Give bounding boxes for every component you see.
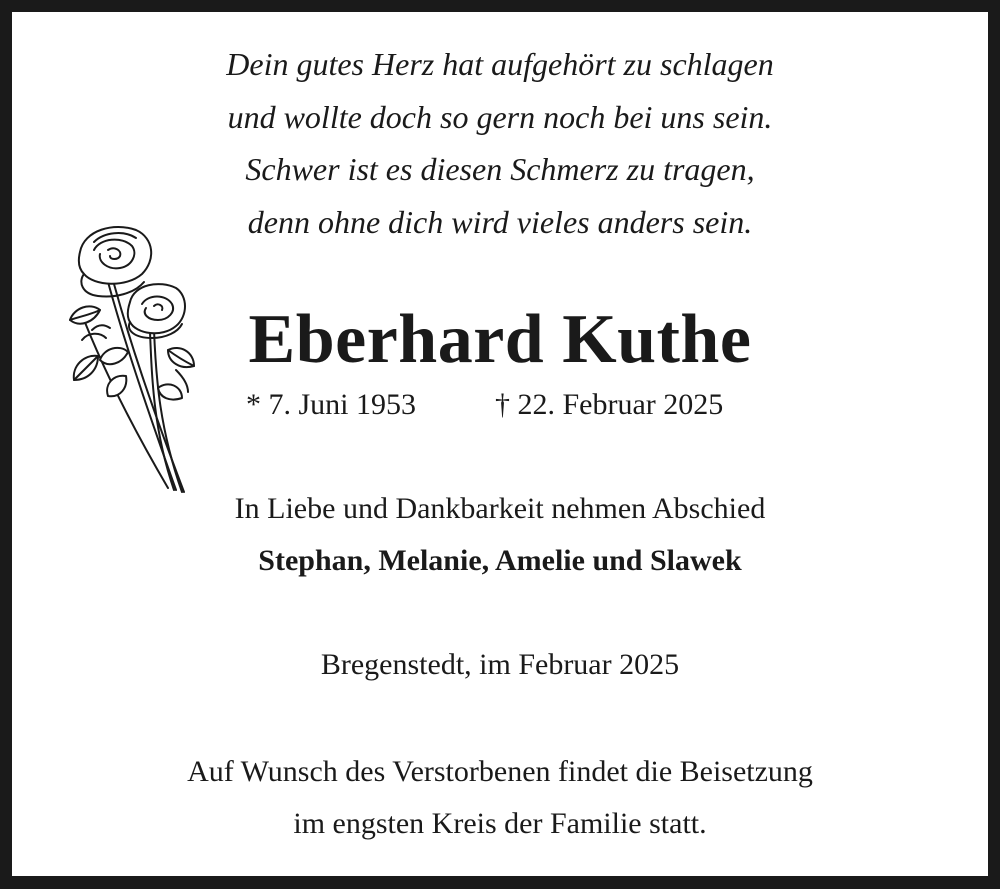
notice-line-2: im engsten Kreis der Familie statt. bbox=[293, 807, 707, 840]
birth-date: * 7. Juni 1953 bbox=[246, 388, 417, 421]
poem-line-2: und wollte doch so gern noch bei uns sein. bbox=[227, 98, 773, 135]
poem-line-1: Dein gutes Herz hat aufgehört zu schlagen bbox=[226, 46, 774, 82]
farewell-intro: In Liebe und Dankbarkeit nehmen Abschied bbox=[234, 492, 766, 525]
deceased-name: Eberhard Kuthe bbox=[248, 301, 752, 378]
poem bbox=[0, 38, 1000, 248]
notice-line-1: Auf Wunsch des Verstorbenen findet die Beisetzung bbox=[187, 755, 813, 788]
place-date: Bregenstedt, im Februar 2025 bbox=[320, 648, 680, 681]
life-dates bbox=[0, 384, 1000, 426]
poem-line-3: Schwer ist es diesen Schmerz zu tragen, bbox=[245, 151, 755, 187]
poem-line-4: denn ohne dich wird vieles anders sein. bbox=[247, 203, 753, 240]
death-date: † 22. Februar 2025 bbox=[495, 388, 724, 421]
mourners-names: Stephan, Melanie, Amelie und Slawek bbox=[258, 544, 742, 577]
